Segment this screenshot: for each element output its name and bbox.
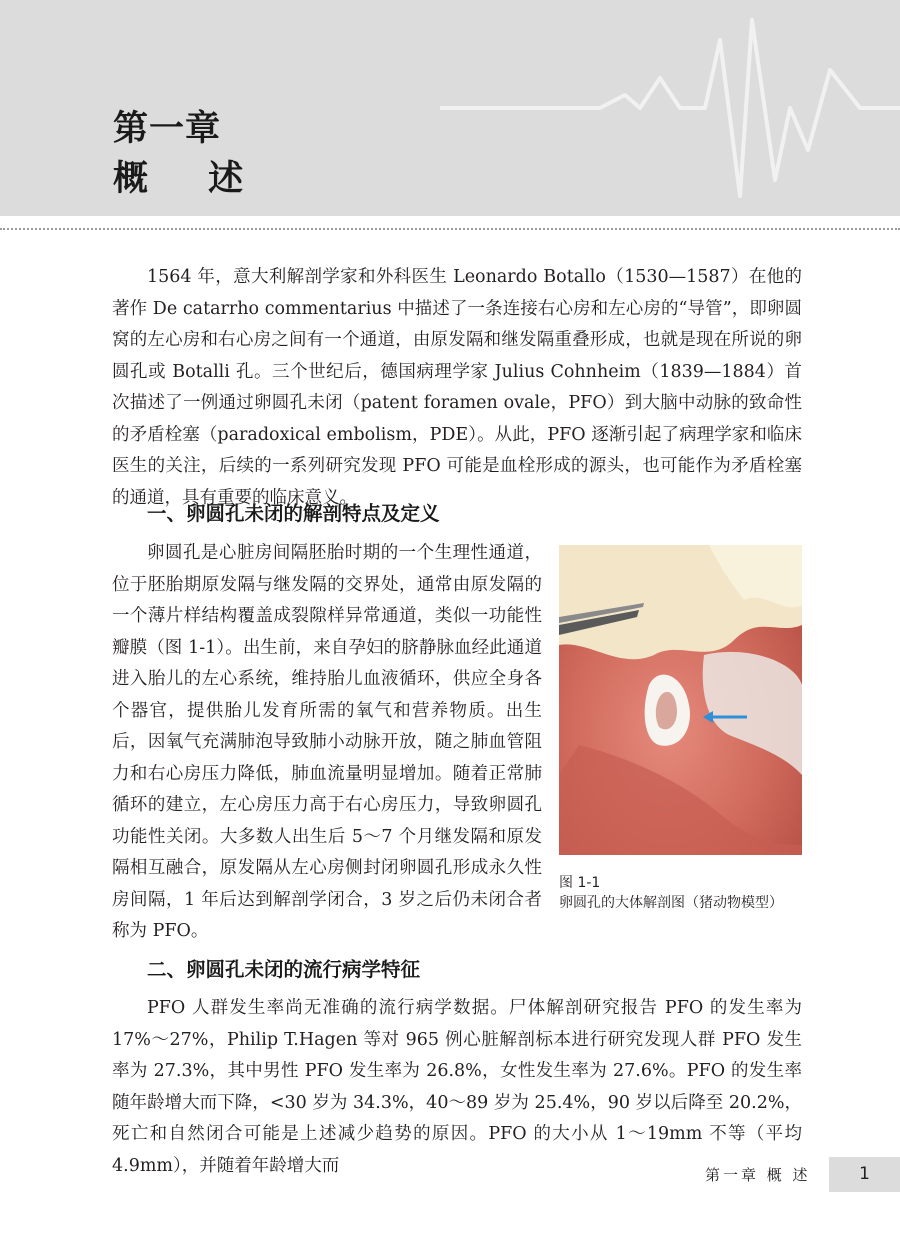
anatomy-paragraph: 卵圆孔是心脏房间隔胚胎时期的一个生理性通道，位于胚胎期原发隔与继发隔的交界处，通常由原发隔的一个薄片样结构覆盖成裂隙样异常通道，类似一功能性瓣膜（图 1-1）。出生前，来自孕妇的脐静脉血经此通道进入胎儿的左心系统，维持胎儿血液循环，供应全身各个器官，提供胎儿发育所需的氧气和营养物质。出生后，因氧气充满肺泡导致肺小动脉开放，随之肺血管阻力和右心房压力降低，肺血流量明显增加。随着正常肺循环的建立，左心房压力高于右心房压力，导致卵圆孔功能性关闭。大多数人出生后 5～7 个月继发隔和原发隔相互融合，原发隔从左心房侧封闭卵圆孔形成永久性房间隔，1 年后达到解剖学闭合，3 岁之后仍未闭合者称为 PFO。: [112, 543, 542, 941]
section-heading-epidemiology: 二、卵圆孔未闭的流行病学特征: [147, 958, 421, 981]
figure-caption: 卵圆孔的大体解剖图（猪动物模型）: [559, 895, 783, 911]
section-heading-anatomy: 一、卵圆孔未闭的解剖特点及定义: [147, 502, 440, 525]
dotted-divider: [0, 228, 900, 230]
intro-paragraph: 1564 年，意大利解剖学家和外科医生 Leonardo Botallo（1530—1587）在他的著作 De catarrho commentarius 中描述了一条连接右心房和左心房的“导管”，即卵圆窝的左心房和右心房之间有一个通道，由原发隔和继发隔重叠形成，也就是现在所说的卵圆孔或 Botalli 孔。三个世纪后，德国病理学家 Julius Cohnheim（1839—1884）首次描述了一例通过卵圆孔未闭（patent foramen ovale，PFO）到大脑中动脉的致命性的矛盾栓塞（paradoxical embolism，PDE）。从此，PFO 逐渐引起了病理学家和临床医生的关注，后续的一系列研究发现 PFO 可能是血栓形成的源头，也可能作为矛盾栓塞的通道，具有重要的临床意义。: [112, 267, 802, 508]
epidemiology-paragraph: PFO 人群发生率尚无准确的流行病学数据。尸体解剖研究报告 PFO 的发生率为 17%～27%，Philip T.Hagen 等对 965 例心脏解剖标本进行研究发现人群 PFO 发生率为 27.3%，其中男性 PFO 发生率为 26.8%，女性发生率为 27.6%。PFO 的发生率随年龄增大而下降，<30 岁为 34.3%，40～89 岁为 25.4%，90 岁以后降至 20.2%，死亡和自然闭合可能是上述减少趋势的原因。PFO 的大小从 1～19mm 不等（平均 4.9mm），并随着年龄增大而: [112, 998, 802, 1176]
figure-anatomy-photo: [559, 545, 802, 855]
running-footer-title: 第一章 概 述: [705, 1166, 811, 1184]
page-number: 1: [829, 1157, 900, 1192]
chapter-title: 概 述: [113, 159, 268, 199]
chapter-header-band: [0, 0, 900, 216]
figure-number: 图 1-1: [559, 875, 601, 891]
chapter-label: 第一章: [113, 109, 222, 149]
